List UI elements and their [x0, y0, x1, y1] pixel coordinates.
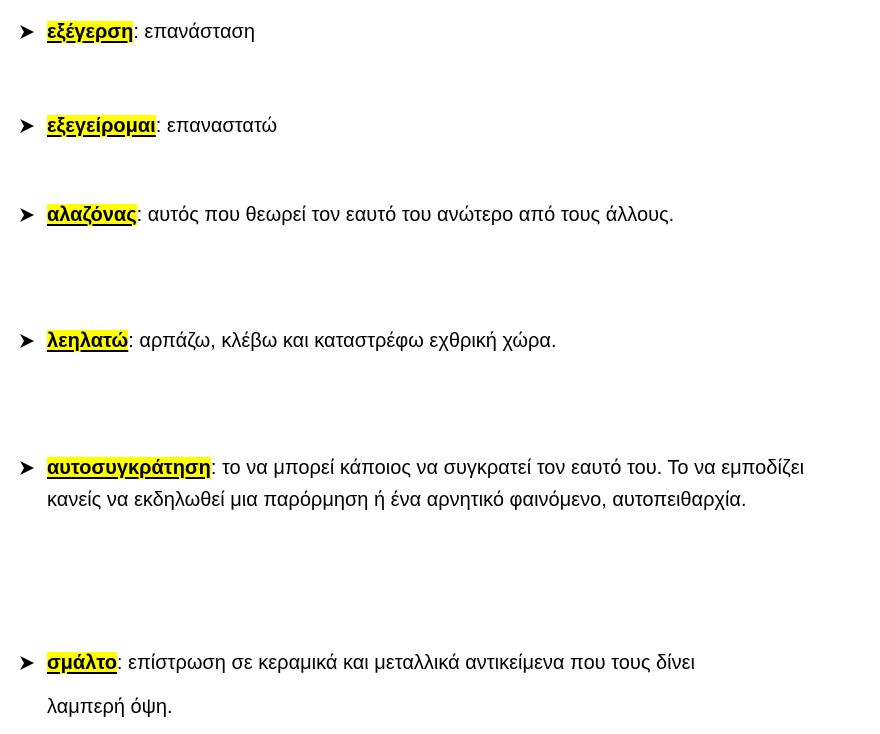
glossary-term: αλαζόνας — [47, 204, 137, 226]
glossary-definition: : επαναστατώ — [155, 115, 278, 137]
glossary-definition: : το να μπορεί κάποιος να συγκρατεί τον εαυτό του. Το να εμποδίζει κανείς να εκδηλωθεί μια παρόρμηση ή ένα αρνητικό φαινόμενο, αυτοπειθαρχία. — [47, 457, 805, 511]
entry-text — [47, 199, 817, 231]
arrowhead-bullet-icon — [19, 199, 37, 231]
glossary-term: εξεγείρομαι — [47, 115, 156, 137]
glossary-term: αυτοσυγκράτηση — [47, 457, 211, 479]
glossary-definition: : αυτός που θεωρεί τον εαυτό του ανώτερο από τους άλλους. — [136, 204, 675, 226]
entry-text — [47, 647, 817, 679]
glossary-definition: : επανάσταση — [133, 21, 255, 43]
entry-text — [47, 110, 817, 142]
entry-text — [47, 452, 817, 516]
arrowhead-bullet-icon — [19, 110, 37, 142]
arrowhead-bullet-icon — [19, 647, 37, 679]
glossary-definition: : επίστρωση σε κεραμικά και μεταλλικά αντικείμενα που τους δίνει — [116, 652, 695, 674]
glossary-definition: : αρπάζω, κλέβω και καταστρέφω εχθρική χώρα. — [128, 330, 557, 352]
arrowhead-bullet-icon — [19, 16, 37, 48]
entry-text — [47, 325, 817, 357]
glossary-term: εξέγερση — [47, 21, 134, 43]
arrowhead-bullet-icon — [19, 452, 37, 484]
glossary-term: σμάλτο — [47, 652, 117, 674]
entry-text — [47, 16, 817, 48]
entry-continuation: λαμπερή όψη. — [47, 696, 173, 718]
arrowhead-bullet-icon — [19, 325, 37, 357]
glossary-term: λεηλατώ — [47, 330, 129, 352]
